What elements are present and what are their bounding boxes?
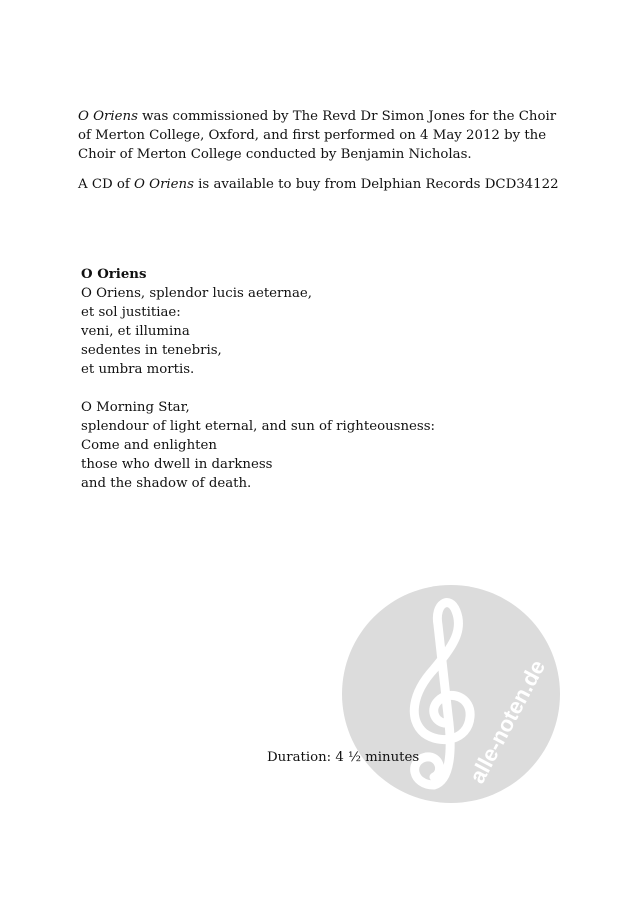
work-title-italic: O Oriens [78, 109, 138, 124]
watermark-logo [342, 585, 560, 803]
english-line: those who dwell in darkness [81, 457, 273, 472]
latin-line: et sol justitiae: [81, 305, 181, 320]
latin-line: veni, et illumina [81, 324, 190, 339]
english-line: splendour of light eternal, and sun of righteousness: [81, 419, 436, 434]
english-line: O Morning Star, [81, 400, 190, 415]
stanza-gap [81, 379, 561, 398]
commission-note [78, 107, 558, 164]
english-line: Come and enlighten [81, 438, 217, 453]
cd-prefix: A CD of [78, 177, 135, 192]
cd-title-italic: O Oriens [134, 177, 194, 192]
cd-suffix: is available to buy from Delphian Records DCD34122 [193, 177, 559, 192]
latin-line: et umbra mortis. [81, 362, 195, 377]
latin-line: O Oriens, splendor lucis aeternae, [81, 286, 312, 301]
watermark-text: alle-noten.de [464, 655, 551, 788]
duration: Duration: 4 ½ minutes [267, 750, 420, 765]
english-line: and the shadow of death. [81, 476, 252, 491]
cd-note [78, 175, 558, 194]
commission-text: was commissioned by The Revd Dr Simon Jones for the Choir of Merton College, Oxford, and first performed on 4 May 2012 by the Choir of Merton College conducted by Benjamin Nicholas. [78, 109, 557, 162]
text-title: O Oriens [81, 267, 147, 282]
sung-text-block [81, 265, 561, 493]
latin-line: sedentes in tenebris, [81, 343, 222, 358]
